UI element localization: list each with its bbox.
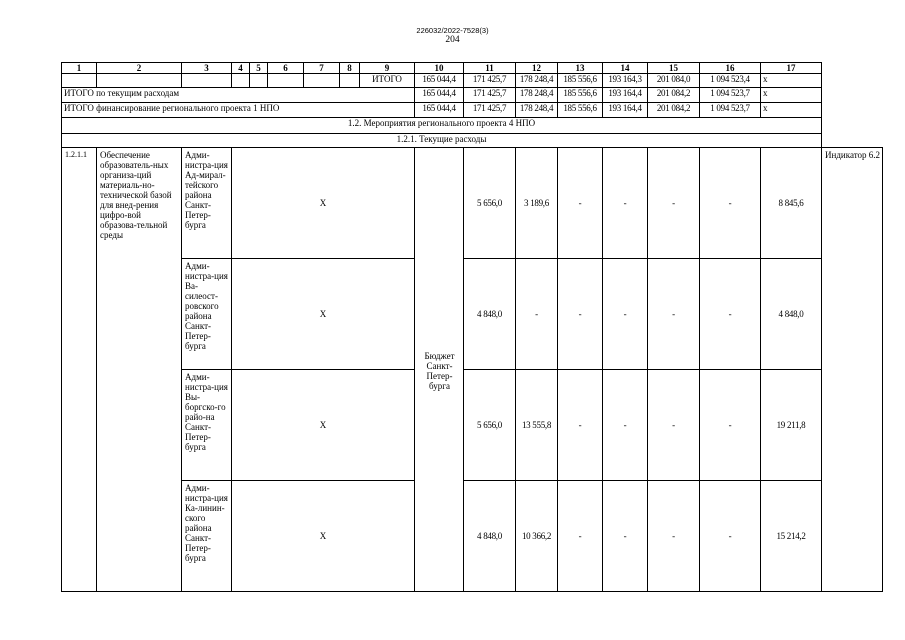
current-expenses-total-row — [62, 88, 883, 103]
value-cell: 201 084,2 — [648, 103, 700, 118]
executor-row — [62, 259, 883, 370]
itogo-row — [62, 74, 883, 88]
col-header: 10 — [415, 63, 464, 74]
column-number-row — [62, 63, 883, 74]
col-header: 4 — [232, 63, 250, 74]
col-header: 7 — [304, 63, 340, 74]
col-header: 6 — [268, 63, 304, 74]
x-mark: X — [232, 370, 415, 481]
value-cell: - — [700, 259, 761, 370]
value-cell: 1 094 523,7 — [700, 88, 761, 103]
value-cell: - — [700, 481, 761, 592]
value-cell: 165 044,4 — [415, 74, 464, 88]
page-number: 204 — [445, 35, 460, 45]
x-mark: x — [761, 74, 822, 88]
value-cell: 4 848,0 — [464, 259, 516, 370]
value-cell: 8 845,6 — [761, 148, 822, 259]
col-header: 13 — [558, 63, 603, 74]
value-cell: 5 656,0 — [464, 148, 516, 259]
section-row — [62, 118, 883, 134]
subsection-heading: 1.2.1. Текущие расходы — [62, 134, 822, 148]
value-cell: - — [648, 148, 700, 259]
value-cell: 171 425,7 — [464, 88, 516, 103]
value-cell: - — [603, 370, 648, 481]
value-cell: 193 164,4 — [603, 88, 648, 103]
value-cell: 193 164,4 — [603, 103, 648, 118]
section-heading: 1.2. Мероприятия регионального проекта 4 НПО — [62, 118, 822, 134]
value-cell: 201 084,0 — [648, 74, 700, 88]
col-header: 12 — [516, 63, 558, 74]
col-header: 3 — [182, 63, 232, 74]
col-header: 15 — [648, 63, 700, 74]
itogo-label: ИТОГО — [360, 74, 415, 88]
value-cell: 171 425,7 — [464, 74, 516, 88]
x-mark: x — [761, 103, 822, 118]
value-cell: 178 248,4 — [516, 74, 558, 88]
value-cell: - — [648, 370, 700, 481]
value-cell: 185 556,6 — [558, 103, 603, 118]
executor-name: Адми-нистра-ция Ва-силеост-ровского района Санкт-Петер-бурга — [182, 259, 232, 370]
item-title: Обеспечение образователь-ных организа-ций материаль-но-технической базой для внед-рения цифро-вой образова-тельной среды — [97, 148, 182, 592]
value-cell: - — [516, 259, 558, 370]
col-header: 16 — [700, 63, 761, 74]
col-header: 2 — [97, 63, 182, 74]
value-cell: 185 556,6 — [558, 74, 603, 88]
document-id: 226032/2022-7528(3) — [416, 26, 489, 35]
value-cell: 178 248,4 — [516, 103, 558, 118]
item-code: 1.2.1.1 — [62, 148, 97, 592]
col-header: 8 — [340, 63, 360, 74]
value-cell: 193 164,3 — [603, 74, 648, 88]
funding-source: Бюджет Санкт-Петер-бурга — [415, 148, 464, 592]
value-cell: - — [558, 148, 603, 259]
value-cell: - — [603, 259, 648, 370]
col-header: 11 — [464, 63, 516, 74]
project-total-label: ИТОГО финансирование регионального проекта 1 НПО — [62, 103, 415, 118]
current-expenses-label: ИТОГО по текущим расходам — [62, 88, 415, 103]
value-cell: - — [700, 148, 761, 259]
executor-name: Адми-нистра-ция Ад-мирал-тейского района Санкт-Петер-бурга — [182, 148, 232, 259]
executor-row — [62, 481, 883, 592]
executor-name: Адми-нистра-ция Ка-линин-ского района Санкт-Петер-бурга — [182, 481, 232, 592]
value-cell: - — [558, 481, 603, 592]
value-cell: 3 189,6 — [516, 148, 558, 259]
x-mark: X — [232, 259, 415, 370]
budget-table — [61, 62, 883, 592]
col-header: 14 — [603, 63, 648, 74]
value-cell: 165 044,4 — [415, 88, 464, 103]
value-cell: 15 214,2 — [761, 481, 822, 592]
value-cell: 19 211,8 — [761, 370, 822, 481]
subsection-row — [62, 134, 883, 148]
executor-name: Адми-нистра-ция Вы-боргско-го райо-на Санкт-Петер-бурга — [182, 370, 232, 481]
value-cell: 171 425,7 — [464, 103, 516, 118]
project-total-row — [62, 103, 883, 118]
x-mark: x — [761, 88, 822, 103]
value-cell: 1 094 523,4 — [700, 74, 761, 88]
value-cell: - — [648, 259, 700, 370]
value-cell: - — [603, 481, 648, 592]
value-cell: - — [648, 481, 700, 592]
value-cell: 5 656,0 — [464, 370, 516, 481]
value-cell: 1 094 523,7 — [700, 103, 761, 118]
value-cell: 4 848,0 — [464, 481, 516, 592]
value-cell: - — [700, 370, 761, 481]
x-mark: X — [232, 148, 415, 259]
col-header: 5 — [250, 63, 268, 74]
value-cell: 201 084,2 — [648, 88, 700, 103]
executor-row — [62, 370, 883, 481]
col-header: 1 — [62, 63, 97, 74]
value-cell: 185 556,6 — [558, 88, 603, 103]
value-cell: - — [558, 259, 603, 370]
x-mark: X — [232, 481, 415, 592]
indicator: Индикатор 6.2 — [822, 148, 883, 592]
value-cell: 4 848,0 — [761, 259, 822, 370]
value-cell: - — [558, 370, 603, 481]
col-header: 17 — [761, 63, 822, 74]
executor-row — [62, 148, 883, 259]
value-cell: 13 555,8 — [516, 370, 558, 481]
value-cell: 10 366,2 — [516, 481, 558, 592]
col-header: 9 — [360, 63, 415, 74]
value-cell: 178 248,4 — [516, 88, 558, 103]
value-cell: 165 044,4 — [415, 103, 464, 118]
value-cell: - — [603, 148, 648, 259]
